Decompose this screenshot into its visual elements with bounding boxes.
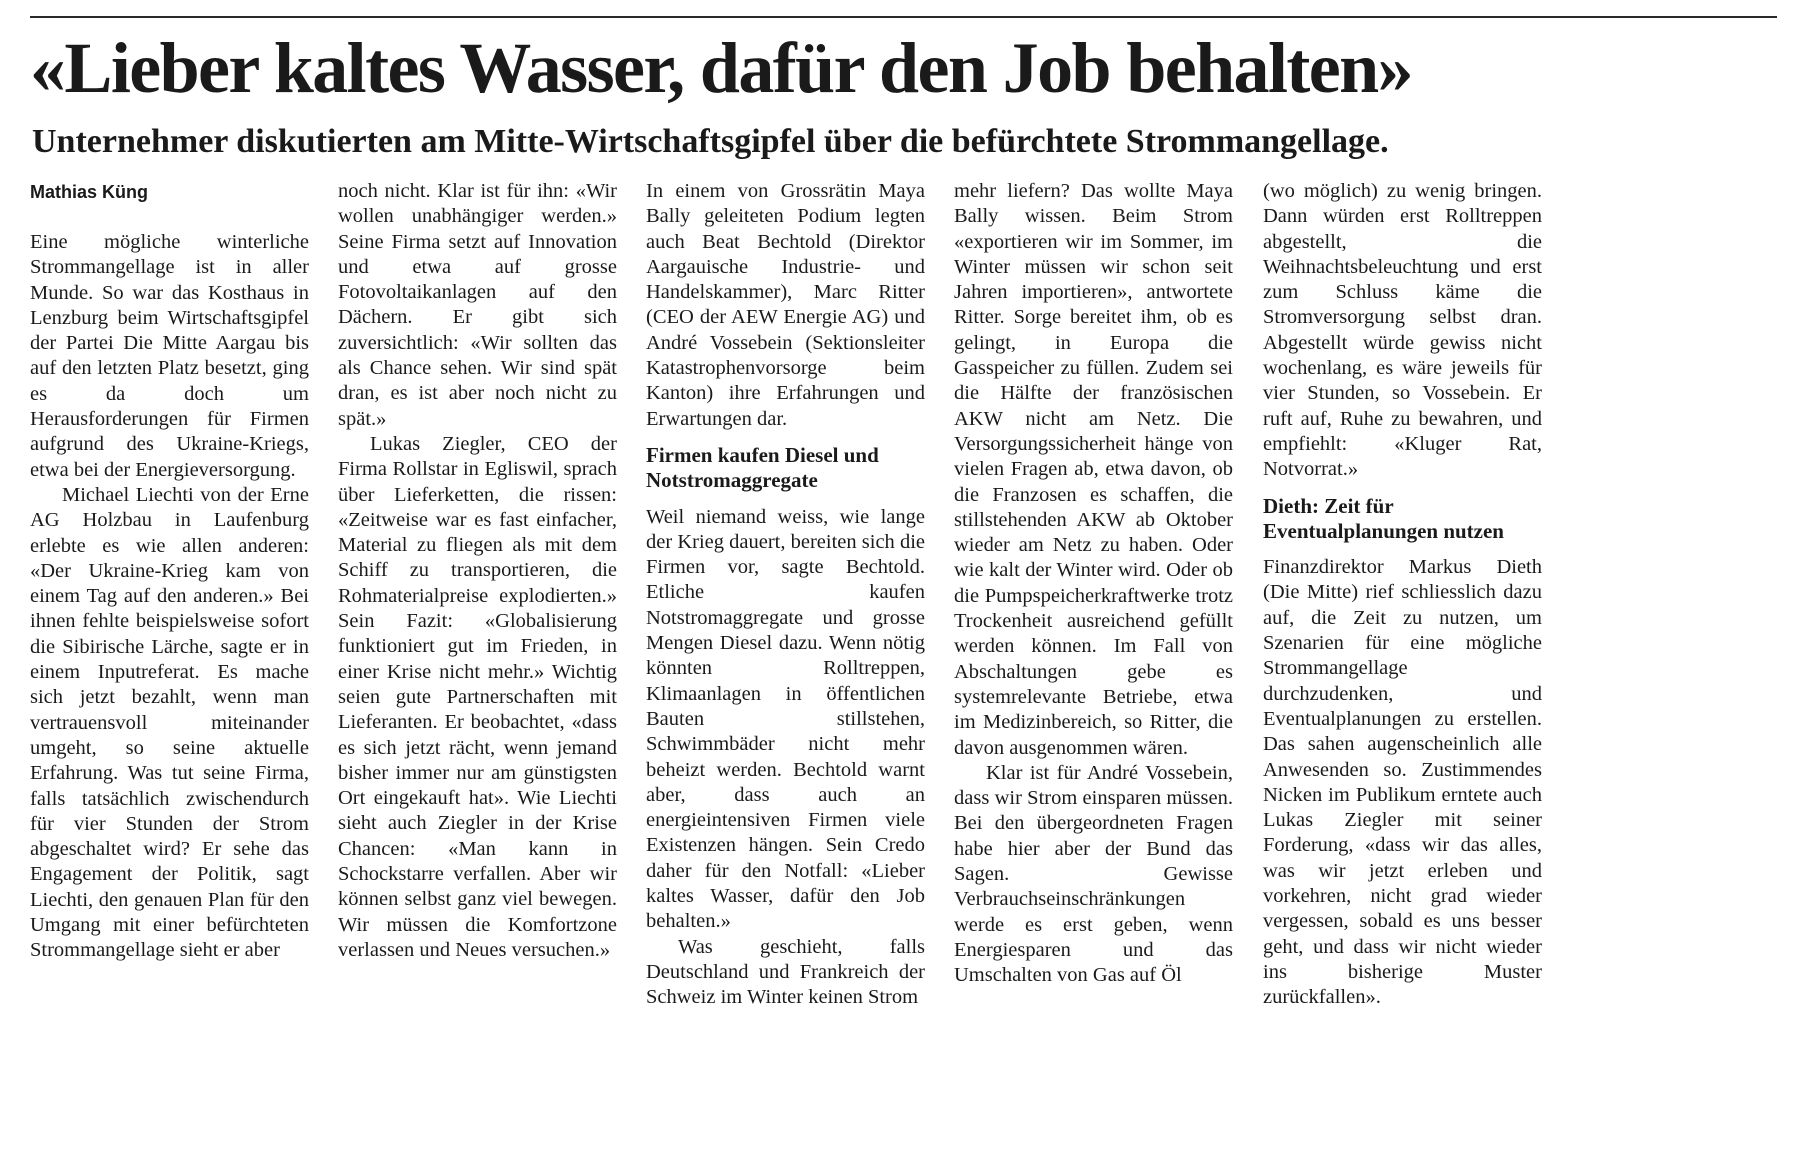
paragraph-8: Finanzdirektor Markus Dieth (Die Mitte) rief schliesslich dazu auf, die Zeit zu nutzen, um Szenarien für eine mögliche Strommangellage durchzudenken, und Eventualplanungen zu erstellen. Das sahen augenscheinlich alle Anwesenden so. Zustimmendes Nicken im Publikum erntete auch Lukas Ziegler mit seiner Forderung, «dass wir das alles, was wir jetzt erleben und vorkehren, nicht grad wieder vergessen, sobald es uns besser geht, und dass wir nicht wieder ins bisherige Muster zurückfallen». — [1263, 556, 1542, 1009]
paragraph-7-part-2: (wo möglich) zu wenig bringen. Dann würden erst Rolltreppen abgestellt, die Weihnachtsbeleuchtung und erst zum Schluss käme die Stromversorgung selbst dran. Abgestellt würde gewiss nicht wochenlang, es wäre jeweils für vier Stunden, so Vossebein. Er ruft auf, Ruhe zu bewahren, und empfiehlt: «Kluger Rat, Notvorrat.» — [1263, 180, 1542, 481]
article-body-col-2 — [338, 179, 617, 963]
subtitle: Unternehmer diskutierten am Mitte-Wirtschaftsgipfel über die befürchtete Strommangellage. — [32, 123, 1389, 160]
paragraph-4: In einem von Grossrätin Maya Bally geleiteten Podium legten auch Beat Bechtold (Direktor Aargauische Industrie- und Handelskammer), Marc Ritter (CEO der AEW Energie AG) und André Vossebein (Sektionsleiter Katastrophenvorsorge beim Kanton) ihre Erfahrungen und Erwartungen dar. — [646, 180, 925, 430]
paragraph-2-part-2: noch nicht. Klar ist für ihn: «Wir wollen unabhängiger werden.» Seine Firma setzt auf Innovation und etwa auf grosse Fotovoltaikanlagen auf den Dächern. Er gibt sich zuversichtlich: «Wir sollten das als Chance sehen. Wir sind spät dran, es ist aber noch nicht zu spät.» — [338, 180, 617, 430]
article-body-col-4 — [954, 179, 1233, 989]
paragraph-6-part-2: mehr liefern? Das wollte Maya Bally wissen. Beim Strom «exportieren wir im Sommer, im Winter müssen wir schon seit Jahren importieren», antwortete Ritter. Sorge bereitet ihm, ob es gelingt, in Europa die Gasspeicher zu füllen. Zudem sei die Hälfte der französischen AKW nicht am Netz. Die Versorgungssicherheit hänge von vielen Fragen ab, etwa davon, ob die Franzosen es schaffen, die stillstehenden AKW ab Oktober wieder am Netz zu haben. Oder wie kalt der Winter wird. Oder ob die Pumpspeicherkraftwerke trotz Trockenheit ausreichend gefüllt werden können. Im Fall von Abschaltungen gebe es systemrelevante Betriebe, etwa im Medizinbereich, so Ritter, die davon ausgenommen wären. — [954, 180, 1233, 759]
article-body-col-1 — [30, 230, 309, 964]
article-body-col-5 — [1263, 179, 1542, 1011]
paragraph-7-part-1: Klar ist für André Vossebein, dass wir Strom einsparen müssen. Bei den übergeordneten Fragen habe hier aber der Bund das Sagen. Gewisse Verbrauchseinschränkungen werde es erst geben, wenn Energiesparen und das Umschalten von Gas auf Öl — [954, 761, 1233, 987]
author-byline: Mathias Küng — [30, 182, 149, 202]
column-1 — [30, 180, 309, 227]
paragraph-1: Eine mögliche winterliche Strommangellage ist in aller Munde. So war das Kosthaus in Lenzburg beim Wirtschaftsgipfel der Partei Die Mitte Aargau bis auf den letzten Platz besetzt, ging es da doch um Herausforderungen für Firmen aufgrund des Ukraine-Kriegs, etwa bei der Energieversorgung. — [30, 231, 309, 481]
paragraph-6-part-1: Was geschieht, falls Deutschland und Frankreich der Schweiz im Winter keinen Strom — [646, 935, 925, 1009]
headline: «Lieber kaltes Wasser, dafür den Job behalten» — [30, 28, 1412, 108]
subheading-dieth: Dieth: Zeit für Eventualplanungen nutzen — [1263, 493, 1504, 543]
paragraph-3: Lukas Ziegler, CEO der Firma Rollstar in Egliswil, sprach über Lieferketten, die rissen: «Zeitweise war es fast einfacher, Material zu fliegen als mit dem Schiff zu transportieren, die Rohmaterialpreise explodierten.» Sein Fazit: «Globalisierung funktioniert gut im Frieden, in einer Krise nicht mehr.» Wichtig seien gute Partnerschaften mit Lieferanten. Er beobachtet, «dass es sich jetzt rächt, wenn jemand bisher immer nur am günstigsten Ort eingekauft hat». Wie Liechti sieht auch Ziegler in der Krise Chancen: «Man kann in Schockstarre verfallen. Aber wir können selbst ganz viel bewegen. Wir müssen die Komfortzone verlassen und Neues versuchen.» — [338, 432, 617, 961]
top-rule — [30, 16, 1777, 18]
paragraph-2-part-1: Michael Liechti von der Erne AG Holzbau in Laufenburg erlebte es wie allen anderen: «Der Ukraine-Krieg kam von einem Tag auf den anderen.» Bei ihnen fehlte beispielsweise sofort die Sibirische Lärche, sagte er in einem Inputreferat. Es mache sich jetzt bezahlt, wenn man vertrauensvoll miteinander umgeht, so seine aktuelle Erfahrung. Was tut seine Firma, falls tatsächlich zwischendurch für vier Stunden der Strom abgeschaltet wird? Er sehe das Engagement der Politik, sagt Liechti, den genauen Plan für den Umgang mit einer befürchteten Strommangellage sieht er aber — [30, 483, 309, 962]
subheading-diesel: Firmen kaufen Diesel und Notstromaggregate — [646, 442, 879, 493]
article-body-col-3 — [646, 179, 925, 1011]
paragraph-5: Weil niemand weiss, wie lange der Krieg dauert, bereiten sich die Firmen vor, sagte Bechtold. Etliche kaufen Notstromaggregate und grosse Mengen Diesel dazu. Wenn nötig könnten Rolltreppen, Klimaanlagen in öffentlichen Bauten stillstehen, Schwimmbäder nicht mehr beheizt werden. Bechtold warnt aber, dass auch an energieintensiven Firmen viele Existenzen hängen. Sein Credo daher für den Notfall: «Lieber kaltes Wasser, dafür den Job behalten.» — [646, 505, 925, 933]
